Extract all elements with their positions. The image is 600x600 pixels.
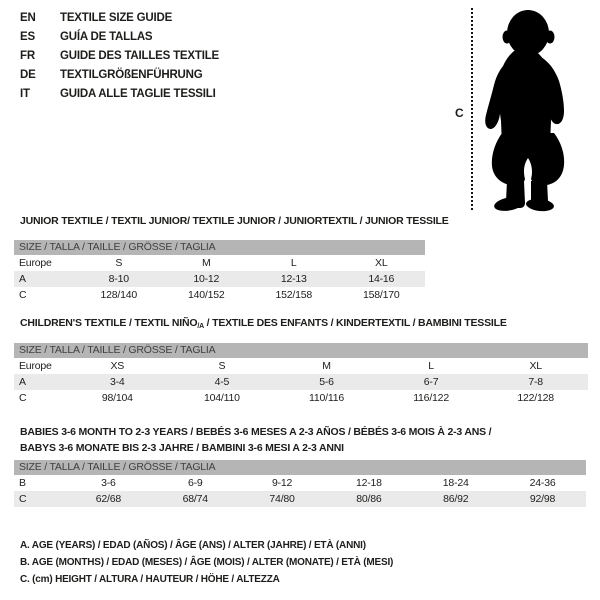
height-measure-dashed-line (471, 8, 473, 210)
language-row-it (20, 84, 219, 103)
heading-subscript: /A (197, 323, 204, 330)
table-cell: 152/158 (275, 289, 313, 301)
table-cell: 24-36 (529, 477, 556, 489)
legend-line-b: B. AGE (MONTHS) / EDAD (MESES) / ÂGE (MOIS) / ALTER (MONATE) / ETÀ (MESI) (20, 557, 394, 568)
table-row-age (14, 374, 588, 390)
row-label: A (19, 273, 26, 285)
language-label: GUÍA DE TALLAS (60, 30, 153, 43)
heading-line-1: BABIES 3-6 MONTH TO 2-3 YEARS / BEBÉS 3-6 MESES A 2-3 AÑOS / BÉBÉS 3-6 MOIS À 2-3 ANS / (20, 426, 492, 438)
table-cell: 74/80 (269, 493, 295, 505)
table-cell: 98/104 (101, 392, 133, 404)
table-cell: M (201, 257, 211, 269)
table-cell: 158/170 (362, 289, 400, 301)
table-cell: 110/116 (308, 392, 344, 404)
language-label: GUIDA ALLE TAGLIE TESSILI (60, 87, 216, 100)
junior-size-table (14, 240, 425, 303)
height-measure-label: C (455, 106, 464, 120)
table-cell: 10-12 (193, 273, 220, 285)
size-header-bar: SIZE / TALLA / TAILLE / GRÖSSE / TAGLIA (14, 343, 588, 358)
language-code: DE (20, 68, 36, 81)
table-row-europe (14, 255, 425, 271)
babies-section-heading (20, 424, 491, 456)
table-cell: 12-18 (355, 477, 382, 489)
table-cell: 14-16 (368, 273, 395, 285)
row-label: A (19, 376, 26, 388)
table-cell: 5-6 (319, 376, 334, 388)
table-cell: 6-7 (423, 376, 439, 388)
legend (20, 537, 393, 588)
heading-line-2: BABYS 3-6 MONATE BIS 2-3 JAHRE / BAMBINI 3-6 MESI A 2-3 ANNI (20, 442, 344, 454)
babies-size-table (14, 460, 586, 507)
heading-text: CHILDREN'S TEXTILE / TEXTIL NIÑO (20, 317, 198, 329)
table-cell: 116/122 (413, 392, 449, 404)
row-label: C (19, 392, 27, 404)
size-header-bar: SIZE / TALLA / TAILLE / GRÖSSE / TAGLIA (14, 460, 586, 475)
table-cell: XL (375, 257, 388, 269)
row-label: C (19, 289, 27, 301)
language-code: FR (20, 49, 35, 62)
table-row-age (14, 271, 425, 287)
table-cell: L (428, 360, 434, 372)
children-section-heading (20, 317, 507, 330)
table-cell: 9-12 (271, 477, 293, 489)
language-list (20, 8, 219, 103)
legend-line-c: C. (cm) HEIGHT / ALTURA / HAUTEUR / HÖHE / ALTEZZA (20, 574, 280, 585)
language-code: ES (20, 30, 35, 43)
table-row-height (14, 390, 588, 406)
table-cell: 92/98 (529, 493, 556, 505)
children-size-table (14, 343, 588, 406)
table-row-europe (14, 358, 588, 374)
language-label: TEXTILE SIZE GUIDE (60, 11, 173, 24)
table-cell: 3-4 (110, 376, 125, 388)
table-cell: 86/92 (443, 493, 469, 505)
junior-section-heading: JUNIOR TEXTILE / TEXTIL JUNIOR/ TEXTILE JUNIOR / JUNIORTEXTIL / JUNIOR TESSILE (20, 215, 449, 227)
language-row-fr (20, 46, 219, 65)
row-label: Europe (19, 360, 52, 372)
language-label: GUIDE DES TAILLES TEXTILE (60, 49, 219, 62)
table-cell: M (322, 360, 331, 372)
row-label: Europe (19, 257, 52, 269)
row-label: C (19, 493, 27, 505)
table-cell: 3-6 (101, 477, 116, 489)
table-row-height (14, 287, 425, 303)
table-cell: 18-24 (442, 477, 469, 489)
table-cell: 104/110 (204, 392, 240, 404)
language-code: EN (20, 11, 36, 24)
table-cell: 12-13 (280, 273, 307, 285)
table-cell: 4-5 (214, 376, 230, 388)
table-cell: 80/86 (356, 493, 382, 505)
row-label: B (19, 477, 26, 489)
table-cell: 140/152 (187, 289, 225, 301)
table-cell: 68/74 (182, 493, 208, 505)
table-cell: 7-8 (528, 376, 543, 388)
size-header-bar: SIZE / TALLA / TAILLE / GRÖSSE / TAGLIA (14, 240, 425, 255)
table-row-height (14, 491, 586, 507)
table-cell: XL (529, 360, 542, 372)
table-cell: 62/68 (95, 493, 122, 505)
language-row-de (20, 65, 219, 84)
legend-line-a: A. AGE (YEARS) / EDAD (AÑOS) / ÂGE (ANS) / ALTER (JAHRE) / ETÀ (ANNI) (20, 540, 366, 551)
table-cell: 128/140 (100, 289, 138, 301)
table-cell: 6-9 (187, 477, 203, 489)
language-row-es (20, 27, 219, 46)
heading-text: / TEXTILE DES ENFANTS / KINDERTEXTIL / BAMBINI TESSILE (203, 317, 507, 329)
table-cell: 122/128 (517, 392, 554, 404)
table-cell: L (290, 257, 297, 269)
language-row-en (20, 8, 219, 27)
table-cell: S (115, 257, 123, 269)
table-row-age-months (14, 475, 586, 491)
language-label: TEXTILGRÖßENFÜHRUNG (60, 68, 203, 81)
baby-silhouette-icon (481, 7, 571, 212)
table-cell: XS (110, 360, 125, 372)
language-code: IT (20, 87, 30, 100)
table-cell: 8-10 (108, 273, 129, 285)
table-cell: S (218, 360, 226, 372)
